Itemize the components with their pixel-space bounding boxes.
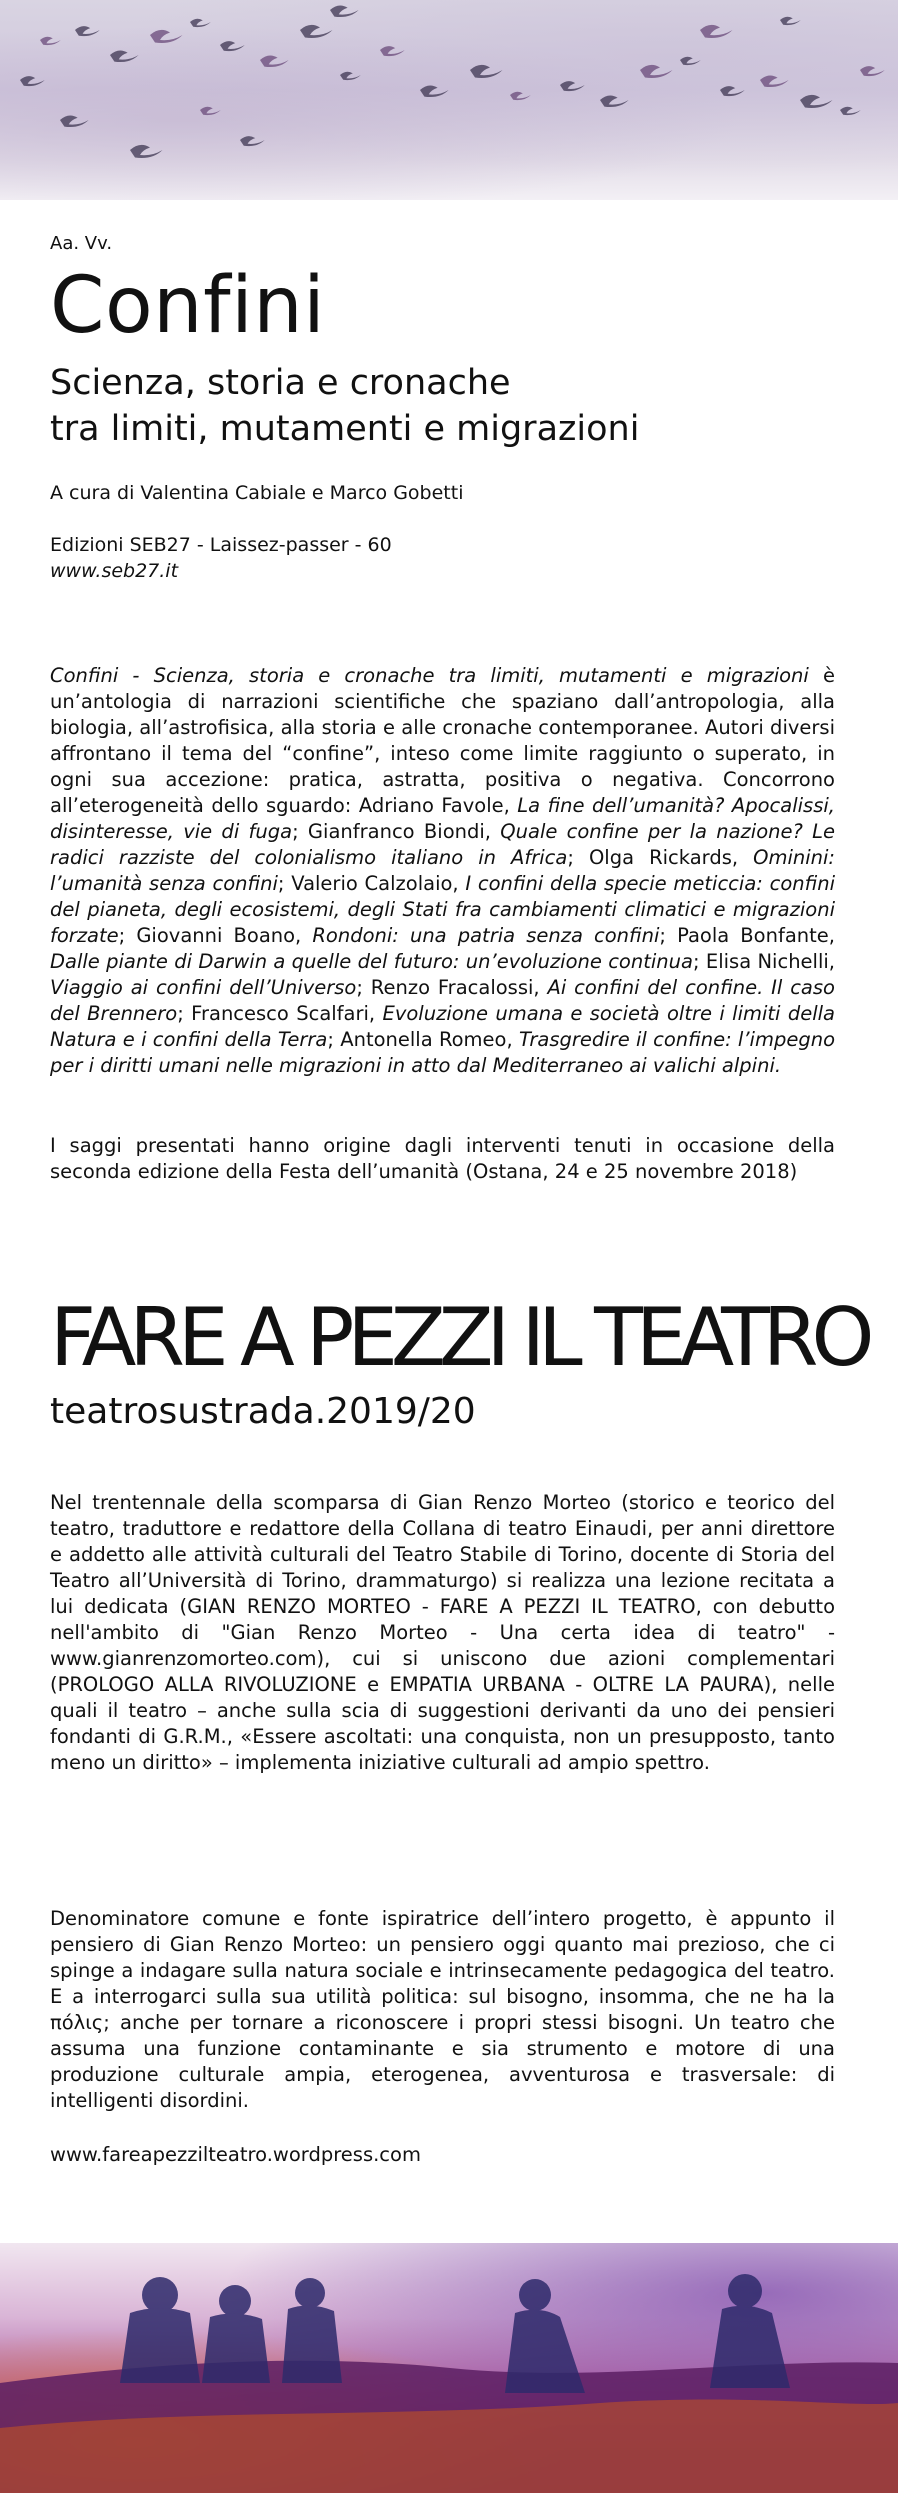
essay-title: Dalle piante di Darwin a quelle del futuro: un’evoluzione continua [50, 950, 693, 973]
bird-shape [40, 37, 61, 45]
desc-text: ; Valerio Calzolaio, [277, 872, 466, 895]
book-edition-info [50, 532, 835, 584]
book-title: Confini [50, 261, 326, 351]
bird-shape [20, 76, 45, 86]
bird-shape [510, 92, 531, 100]
bird-shape [340, 72, 361, 80]
bird-shape [60, 116, 89, 128]
bird-shape [240, 136, 265, 146]
bird-shape [110, 51, 139, 63]
theatre-title: FARE A PEZZI IL TEATRO [50, 1291, 868, 1384]
desc-text: ; Renzo Fracalossi, [356, 976, 548, 999]
essay-title: La fine dell’umanità? Apocalissi, disinteresse, vie di fuga [50, 794, 835, 843]
desc-intro-title: Confini - Scienza, storia e cronache tra limiti, mutamenti e migrazioni [50, 664, 809, 687]
essay-title: Ai confini del confine. Il caso del Brennero [50, 976, 835, 1025]
essay-title: Trasgredire il confine: l’impegno per i diritti umani nelle migrazioni in atto dal Mediterraneo ai valichi alpini. [50, 1028, 835, 1077]
bird-shape [420, 86, 449, 98]
bird-shape [780, 17, 801, 25]
birds-illustration [0, 0, 898, 200]
bird-shape [190, 19, 211, 27]
desc-text: ; Francesco Scalfari, [177, 1002, 383, 1025]
essay-title: Ominini: l’umanità senza confini [50, 846, 835, 895]
bird-shape [600, 96, 629, 108]
desc-text: ; Giovanni Boano, [118, 924, 313, 947]
theatre-paragraph-1: Nel trentennale della scomparsa di Gian Renzo Morteo (storico e teorico del teatro, traduttore e redattore della Collana di teatro Einaudi, per anni direttore e addetto alle attività culturali del Teatro Stabile di Torino, docente di Storia del Teatro all’Università di Torino, drammaturgo) si realizza una lezione recitata a lui dedicata (GIAN RENZO MORTEO - FARE A PEZZI IL TEATRO, con debutto nell'ambito di "Gian Renzo Morteo - Una certa idea di teatro" - www.gianrenzomorteo.com), cui si uniscono due azioni complementari (PROLOGO ALLA RIVOLUZIONE e EMPATIA URBANA - OLTRE LA PAURA), nelle quali il teatro – anche sulla scia di suggestioni derivanti da uno dei pensieri fondanti di G.R.M., «Essere ascoltati: una conquista, non un presupposto, tanto meno un diritto» – implementa iniziative culturali ad ampio spettro. [50, 1491, 835, 1774]
theatre-website-link[interactable]: www.fareapezzilteatro.wordpress.com [50, 2143, 421, 2166]
bird-shape [150, 30, 183, 43]
desc-text: ; Antonella Romeo, [327, 1028, 519, 1051]
desc-text: ; Olga Rickards, [567, 846, 754, 869]
book-edition: Edizioni SEB27 - Laissez-passer - 60 [50, 534, 392, 556]
book-origin-note: I saggi presentati hanno origine dagli interventi tenuti in occasione della seconda edizione della Festa dell’umanità (Ostana, 24 e 25 novembre 2018) [50, 1134, 835, 1183]
bird-shape [560, 81, 585, 91]
essay-title: Quale confine per la nazione? Le radici razziste del colonialismo italiano in Africa [50, 820, 835, 869]
bird-shape [860, 66, 885, 76]
book-authors: Aa. Vv. [50, 233, 113, 254]
bird-shape [640, 65, 673, 78]
theatre-subtitle: teatrosustrada.2019/20 [50, 1391, 476, 1432]
essay-title: Rondoni: una patria senza confini [312, 924, 660, 947]
book-subtitle-line1: Scienza, storia e cronache [50, 363, 511, 403]
bird-shape [800, 95, 833, 108]
theatre-paragraph-2: Denominatore comune e fonte ispiratrice dell’intero progetto, è appunto il pensiero di Gian Renzo Morteo: un pensiero oggi quanto mai prezioso, che ci spinge a indagare sulla natura sociale e intrinsecamente pedagogica del teatro. E a interrogarci sulla sua utilità politica: sul bisogno, insomma, che ne ha la πόλις; anche per tornare a riconoscere i propri stessi bisogni. Un teatro che assuma una funzione contaminante e sia strumento e motore di una produzione culturale ampia, eterogenea, avventurosa e trasversale: di intelligenti disordini. [50, 1907, 835, 2112]
book-editors: A cura di Valentina Cabiale e Marco Gobetti [50, 482, 464, 504]
bird-shape [840, 107, 861, 115]
bird-shape [220, 41, 245, 51]
bird-shape [330, 6, 359, 18]
bird-shape [75, 26, 100, 36]
bird-shape [260, 56, 289, 68]
bird-shape [380, 46, 405, 56]
desc-text: ; Paola Bonfante, [659, 924, 835, 947]
desc-text: ; Elisa Nichelli, [692, 950, 836, 973]
people-illustration [0, 2243, 898, 2493]
essay-title: Evoluzione umana e società oltre i limiti della Natura e i confini della Terra [50, 1002, 836, 1051]
banner-birds-image [0, 0, 898, 200]
desc-text: ; Gianfranco Biondi, [292, 820, 501, 843]
book-website-link[interactable]: www.seb27.it [50, 560, 179, 582]
book-subtitle [50, 360, 835, 452]
desc-text: è un’antologia di narrazioni scientifiche che spaziano dall’antropologia, alla biologia, all’astrofisica, alla storia e alle cronache contemporanee. Autori diversi affrontano il tema del “confine”, inteso come limite raggiunto o superato, in ogni sua accezione: pratica, astratta, positiva o negativa. Concorrono all’eterogeneità dello sguardo: Adriano Favole, [50, 664, 835, 817]
bird-shape [700, 25, 733, 38]
bird-shape [680, 57, 701, 65]
essay-title: Viaggio ai confini dell’Universo [50, 976, 357, 999]
essay-title: I confini della specie meticcia: confini del pianeta, degli ecosistemi, degli Stati fra cambiamenti climatici e migrazioni forzate [50, 872, 835, 947]
bird-shape [760, 76, 789, 88]
bird-shape [130, 145, 163, 158]
bird-shape [300, 25, 333, 38]
banner-people-image [0, 2243, 898, 2493]
book-description [50, 663, 835, 1079]
book-subtitle-line2: tra limiti, mutamenti e migrazioni [50, 409, 640, 449]
bird-shape [720, 86, 745, 96]
bird-shape [470, 65, 503, 78]
bird-shape [200, 107, 221, 115]
